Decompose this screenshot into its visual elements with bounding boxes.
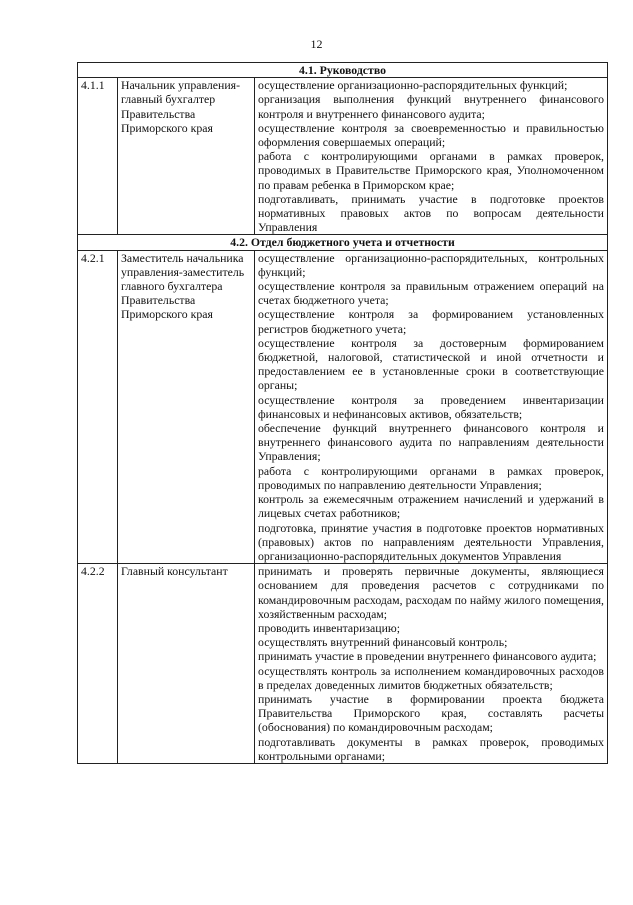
duty-item: осуществление контроля за проведением инвентаризации финансовых и нефинансовых активов, обязательств; [258,392,604,421]
duty-item: осуществлять контроль за исполнением командировочных расходов в пределах доведенных лимитов бюджетных обязательств; [258,663,604,692]
duty-item: работа с контролирующими органами в рамках проверок, проводимых в Правительстве Приморского края, Уполномоченном по правам ребенка в Приморском крае; [258,149,604,192]
page-number: 12 [310,37,323,51]
table-row [78,78,608,235]
position-title: Начальник управления-главный бухгалтер Правительства Приморского края [118,78,255,235]
duties-cell [255,78,608,235]
duties-table [77,62,608,764]
duty-item: подготавливать документы в рамках проверок, проводимых контрольными органами; [258,734,604,763]
duty-item: подготовка, принятие участия в подготовке проектов нормативных (правовых) актов по направлениям деятельности Управления, организационно-распорядительных документов Управления [258,520,604,563]
duty-item: осуществление контроля за формированием установленных регистров бюджетного учета; [258,307,604,336]
duty-item: осуществление контроля за правильным отражением операций на счетах бюджетного учета; [258,279,604,308]
duties-cell [255,250,608,563]
duty-item: осуществление организационно-распорядительных, контрольных функций; [258,250,604,279]
row-number: 4.2.2 [78,564,118,764]
duty-item: принимать участие в проведении внутреннего финансового аудита; [258,649,597,664]
row-number: 4.1.1 [78,78,118,235]
duty-item: проводить инвентаризацию; [258,620,400,635]
section-header-row [78,235,608,250]
duty-item: осуществлять внутренний финансовый контроль; [258,635,508,650]
duty-item: осуществление организационно-распорядительных функций; [258,78,568,93]
duty-item: осуществление контроля за своевременностью и правильностью оформления совершаемых операций; [258,120,604,150]
duties-cell [255,564,608,764]
position-title: Заместитель начальника управления-заместитель главного бухгалтера Правительства Приморского края [118,250,255,563]
duty-item: осуществление контроля за достоверным формированием бюджетной, налоговой, статистической и иной отчетности и предоставлением ее в установленные сроки в соответствующие органы; [258,335,604,393]
duty-item: организация выполнения функций внутреннего финансового контроля и внутреннего финансового аудита; [258,92,604,121]
duty-item: принимать и проверять первичные документы, являющиеся основанием для проведения расчетов с сотрудниками по командировочным расходам, расходам по найму жилого помещения, хозяйственным расходам; [258,564,604,621]
duty-item: обеспечение функций внутреннего финансового контроля и внутреннего финансового аудита по направлениям деятельности Управления; [258,421,604,464]
row-number: 4.2.1 [78,250,118,563]
table-row [78,564,608,764]
duty-item: работа с контролирующими органами в рамках проверок, проводимых по направлению деятельности Управления; [258,463,604,492]
section-title: 4.1. Руководство [78,63,608,78]
duty-item: принимать участие в формировании проекта бюджета Правительства Приморского края, составлять расчеты (обоснования) по командировочным расходам; [258,691,604,735]
duty-item: подготавливать, принимать участие в подготовке проектов нормативных правовых актов по вопросам деятельности Управления [258,191,604,235]
table-row [78,250,608,563]
section-header-row [78,63,608,78]
position-title: Главный консультант [118,564,255,764]
duty-item: контроль за ежемесячным отражением начислений и удержаний в лицевых счетах работников; [258,492,604,521]
section-title: 4.2. Отдел бюджетного учета и отчетности [78,235,608,250]
